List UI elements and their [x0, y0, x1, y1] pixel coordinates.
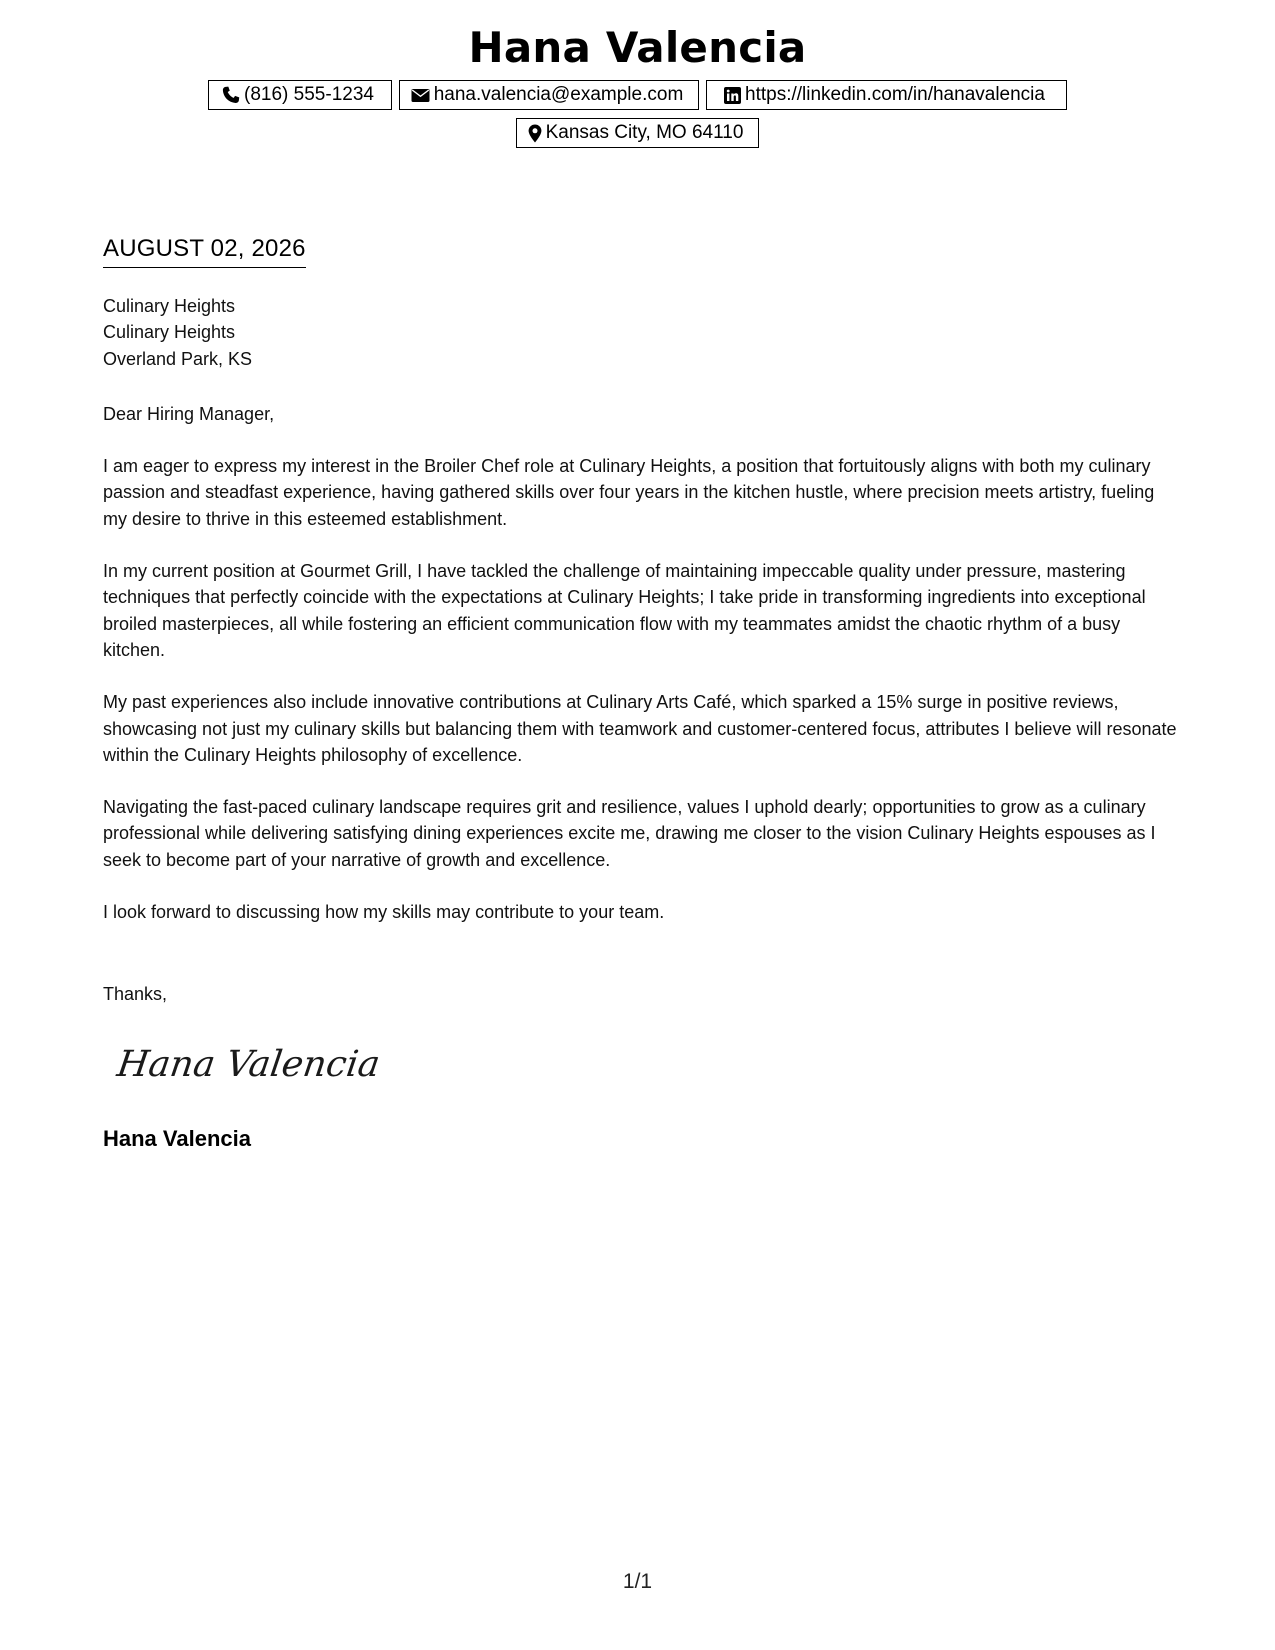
contact-location	[516, 118, 759, 148]
map-marker-icon	[528, 124, 542, 143]
recipient-line: Overland Park, KS	[103, 348, 253, 369]
contact-phone-text: (816) 555-1234	[244, 84, 374, 105]
contact-row	[0, 80, 1275, 110]
contact-linkedin-text: https://linkedin.com/in/hanavalencia	[745, 84, 1045, 105]
contact-email-text: hana.valencia@example.com	[433, 84, 684, 105]
paragraph: Navigating the fast-paced culinary landscape requires grit and resilience, values I uphold dearly; opportunities to grow as a culinary professional while delivering satisfying dining experiences excite me, drawing me closer to the vision Culinary Heights espouses as I seek to become part of your narrative of growth and excellence.	[103, 797, 1156, 870]
svg-text:Hana Valencia: Hana Valencia	[114, 1042, 383, 1085]
recipient-line: Culinary Heights	[103, 296, 236, 316]
contact-phone	[208, 80, 392, 110]
closing: Thanks,	[103, 984, 168, 1004]
paragraph: In my current position at Gourmet Grill, I have tackled the challenge of maintaining impeccable quality under pressure, mastering techniques that perfectly coincide with the expectations at Culinary Heights; I take pride in transforming ingredients into exceptional broiled masterpieces, all while fostering an efficient communication flow with my teammates amidst the chaotic rhythm of a busy kitchen.	[103, 561, 1146, 660]
letter-body	[103, 293, 1183, 925]
signature-image	[114, 1032, 383, 1092]
linkedin-icon	[724, 87, 741, 104]
salutation: Dear Hiring Manager,	[103, 403, 275, 424]
contact-linkedin[interactable]	[706, 80, 1067, 110]
letter-date: AUGUST 02, 2026	[103, 234, 306, 268]
paragraph: I am eager to express my interest in the Broiler Chef role at Culinary Heights, a position that fortuitously aligns with both my culinary passion and steadfast experience, having gathered skills over four years in the kitchen hustle, where precision meets artistry, fueling my desire to thrive in this esteemed establishment.	[103, 456, 1155, 529]
envelope-icon	[411, 88, 430, 103]
paragraph: My past experiences also include innovative contributions at Culinary Arts Café, which sparked a 15% surge in positive reviews, showcasing not just my culinary skills but balancing them with teamwork and customer-centered focus, attributes I believe will resonate within the Culinary Heights philosophy of excellence.	[103, 692, 1177, 765]
applicant-name: Hana Valencia	[468, 23, 807, 72]
paragraph: I look forward to discussing how my skills may contribute to your team.	[103, 902, 665, 923]
recipient-line: Culinary Heights	[103, 322, 236, 343]
signer-name: Hana Valencia	[103, 1126, 251, 1151]
contact-location-text: Kansas City, MO 64110	[545, 122, 744, 143]
page-indicator: 1/1	[622, 1570, 653, 1593]
contact-email[interactable]	[399, 80, 699, 110]
recipient-block	[103, 293, 1183, 372]
contact-row-location	[0, 118, 1275, 148]
phone-icon	[222, 86, 240, 104]
